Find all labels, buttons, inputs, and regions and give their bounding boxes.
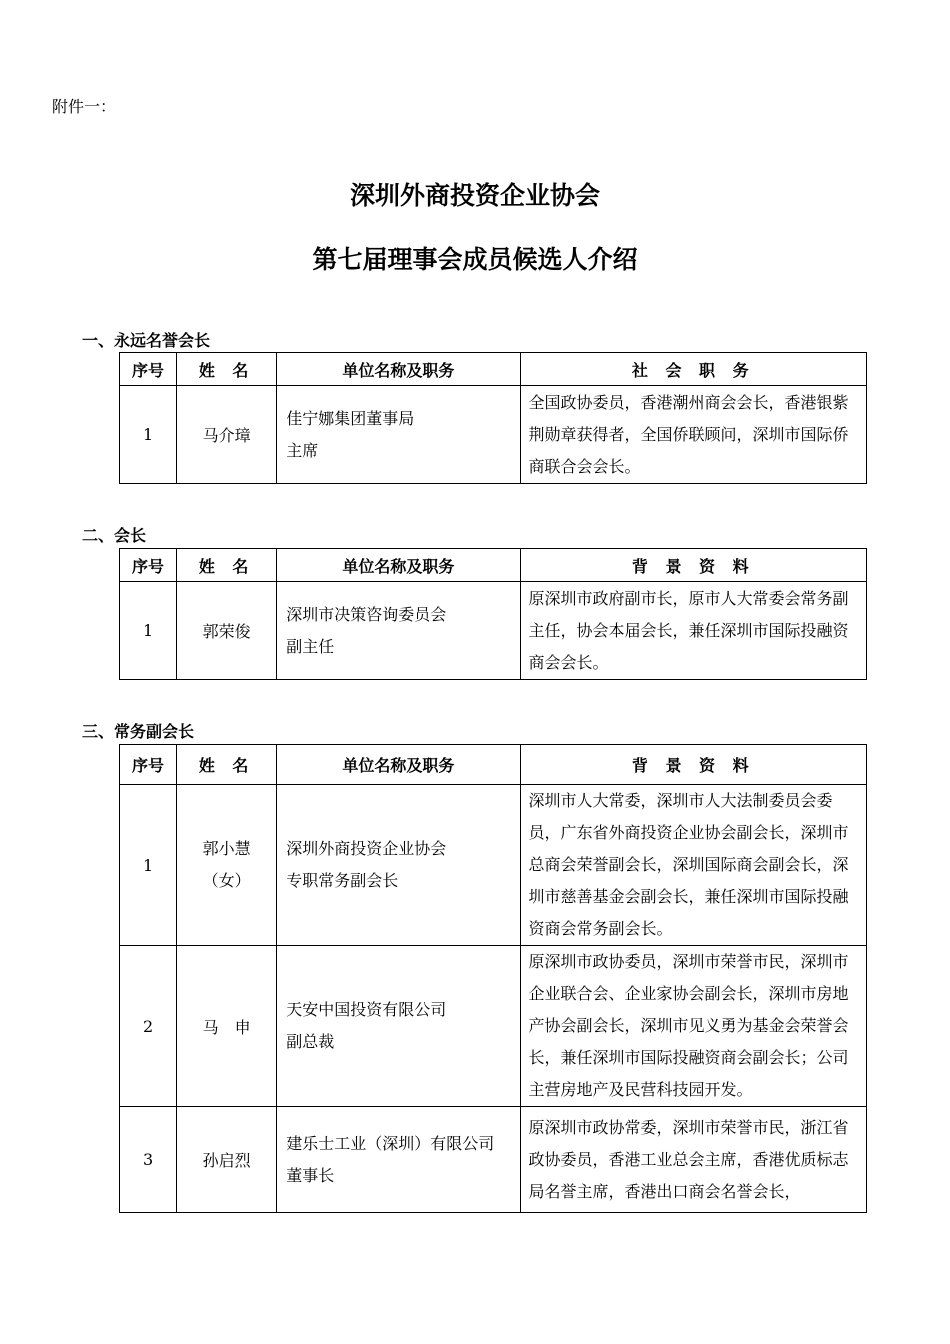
section-heading-executive-vp: 三、常务副会长 xyxy=(82,722,195,741)
header-unit: 单位名称及职务 xyxy=(277,745,520,785)
background-text: 原深圳市政协常委，深圳市荣誉市民，浙江省政协委员，香港工业总会主席，香港优质标志局名誉主席，香港出口商会名誉会长， xyxy=(520,1107,867,1213)
table-row xyxy=(120,386,867,484)
president-table xyxy=(119,548,867,680)
table-header-row xyxy=(120,745,867,785)
background-text: 原深圳市政协委员，深圳市荣誉市民，深圳市企业联合会、企业家协会副会长，深圳市房地产协会副会长，深圳市见义勇为基金会荣誉会长，兼任深圳市国际投融资商会副会长；公司主营房地产及民营科技园开发。 xyxy=(520,946,867,1107)
document-title: 深圳外商投资企业协会 xyxy=(349,181,600,210)
honorary-president-table xyxy=(119,352,867,484)
attachment-label: 附件一： xyxy=(52,97,117,116)
table-row xyxy=(120,1107,867,1213)
background-text: 深圳市人大常委，深圳市人大法制委员会委员，广东省外商投资企业协会副会长，深圳市总商会荣誉副会长，深圳国际商会副会长，深圳市慈善基金会副会长，兼任深圳市国际投融资商会常务副会长。 xyxy=(520,785,867,946)
person-name: 孙启烈 xyxy=(177,1107,277,1213)
unit-and-position: 佳宁娜集团董事局 主席 xyxy=(277,386,520,484)
header-background: 背 景 资 料 xyxy=(520,745,867,785)
section-heading-president: 二、会长 xyxy=(82,526,147,545)
unit-and-position: 天安中国投资有限公司 副总裁 xyxy=(277,946,520,1107)
unit-and-position: 深圳市决策咨询委员会 副主任 xyxy=(277,582,520,680)
person-name: 郭小慧 （女） xyxy=(177,785,277,946)
section-heading-honorary: 一、永远名誉会长 xyxy=(82,331,211,350)
person-name: 马 申 xyxy=(177,946,277,1107)
header-unit: 单位名称及职务 xyxy=(277,549,520,582)
unit-and-position: 建乐士工业（深圳）有限公司 董事长 xyxy=(277,1107,520,1213)
document-subtitle: 第七届理事会成员候选人介绍 xyxy=(312,245,638,274)
table-header-row xyxy=(120,549,867,582)
table-row xyxy=(120,582,867,680)
person-name: 马介璋 xyxy=(177,386,277,484)
executive-vice-president-table xyxy=(119,744,867,1213)
header-no: 序号 xyxy=(120,353,177,386)
header-no: 序号 xyxy=(120,745,177,785)
social-duties-text: 全国政协委员，香港潮州商会会长，香港银紫荆勋章获得者，全国侨联顾问，深圳市国际侨商联合会会长。 xyxy=(520,386,867,484)
person-name: 郭荣俊 xyxy=(177,582,277,680)
header-name: 姓 名 xyxy=(177,353,277,386)
row-number: 1 xyxy=(120,582,177,680)
table-header-row xyxy=(120,353,867,386)
row-number: 1 xyxy=(120,785,177,946)
header-no: 序号 xyxy=(120,549,177,582)
background-text: 原深圳市政府副市长，原市人大常委会常务副主任，协会本届会长，兼任深圳市国际投融资商会会长。 xyxy=(520,582,867,680)
row-number: 3 xyxy=(120,1107,177,1213)
header-social-duties: 社 会 职 务 xyxy=(520,353,867,386)
unit-and-position: 深圳外商投资企业协会 专职常务副会长 xyxy=(277,785,520,946)
row-number: 1 xyxy=(120,386,177,484)
table-row xyxy=(120,946,867,1107)
header-name: 姓 名 xyxy=(177,549,277,582)
table-row xyxy=(120,785,867,946)
header-unit: 单位名称及职务 xyxy=(277,353,520,386)
header-background: 背 景 资 料 xyxy=(520,549,867,582)
header-name: 姓 名 xyxy=(177,745,277,785)
row-number: 2 xyxy=(120,946,177,1107)
